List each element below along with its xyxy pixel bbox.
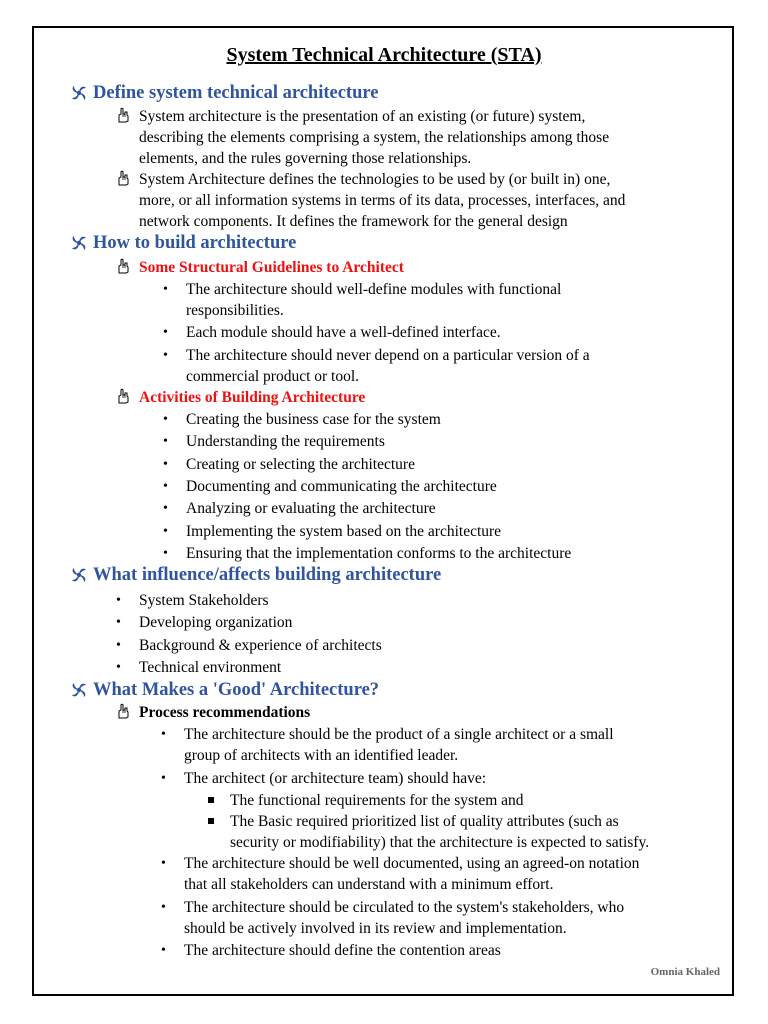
bullet-dot: • bbox=[163, 545, 168, 561]
bullet-dot: • bbox=[163, 456, 168, 472]
bullet-dot: • bbox=[163, 434, 168, 450]
pointing-hand-icon bbox=[116, 258, 130, 274]
bullet-dot: • bbox=[116, 659, 121, 675]
bullet-dot: • bbox=[116, 615, 121, 631]
bullet-dot: • bbox=[161, 727, 166, 742]
bullet-dot: • bbox=[163, 523, 168, 539]
bullet-dot: • bbox=[163, 348, 168, 363]
pinwheel-icon bbox=[69, 680, 89, 700]
bullet-dot: • bbox=[161, 856, 166, 871]
pointing-hand-icon bbox=[116, 107, 130, 123]
square-bullet bbox=[208, 818, 214, 824]
pinwheel-icon bbox=[69, 233, 89, 253]
bullet-dot: • bbox=[163, 412, 168, 427]
pinwheel-icon bbox=[69, 83, 89, 103]
bullet-dot: • bbox=[163, 282, 168, 297]
bullet-dot: • bbox=[161, 900, 166, 915]
pointing-hand-icon bbox=[116, 703, 130, 719]
bullet-dot: • bbox=[163, 478, 168, 494]
square-bullet bbox=[208, 797, 214, 803]
bullet-dot: • bbox=[163, 325, 168, 340]
bullet-dot: • bbox=[116, 637, 121, 653]
bullet-dot: • bbox=[161, 943, 166, 958]
page-title: System Technical Architecture (STA) bbox=[226, 44, 542, 66]
bullet-dot: • bbox=[116, 593, 121, 608]
pointing-hand-icon bbox=[116, 170, 130, 186]
pointing-hand-icon bbox=[116, 388, 130, 404]
bullet-dot: • bbox=[161, 771, 166, 786]
author-signature: Omnia Khaled bbox=[650, 966, 720, 978]
pinwheel-icon bbox=[69, 565, 89, 585]
bullet-dot: • bbox=[163, 501, 168, 517]
